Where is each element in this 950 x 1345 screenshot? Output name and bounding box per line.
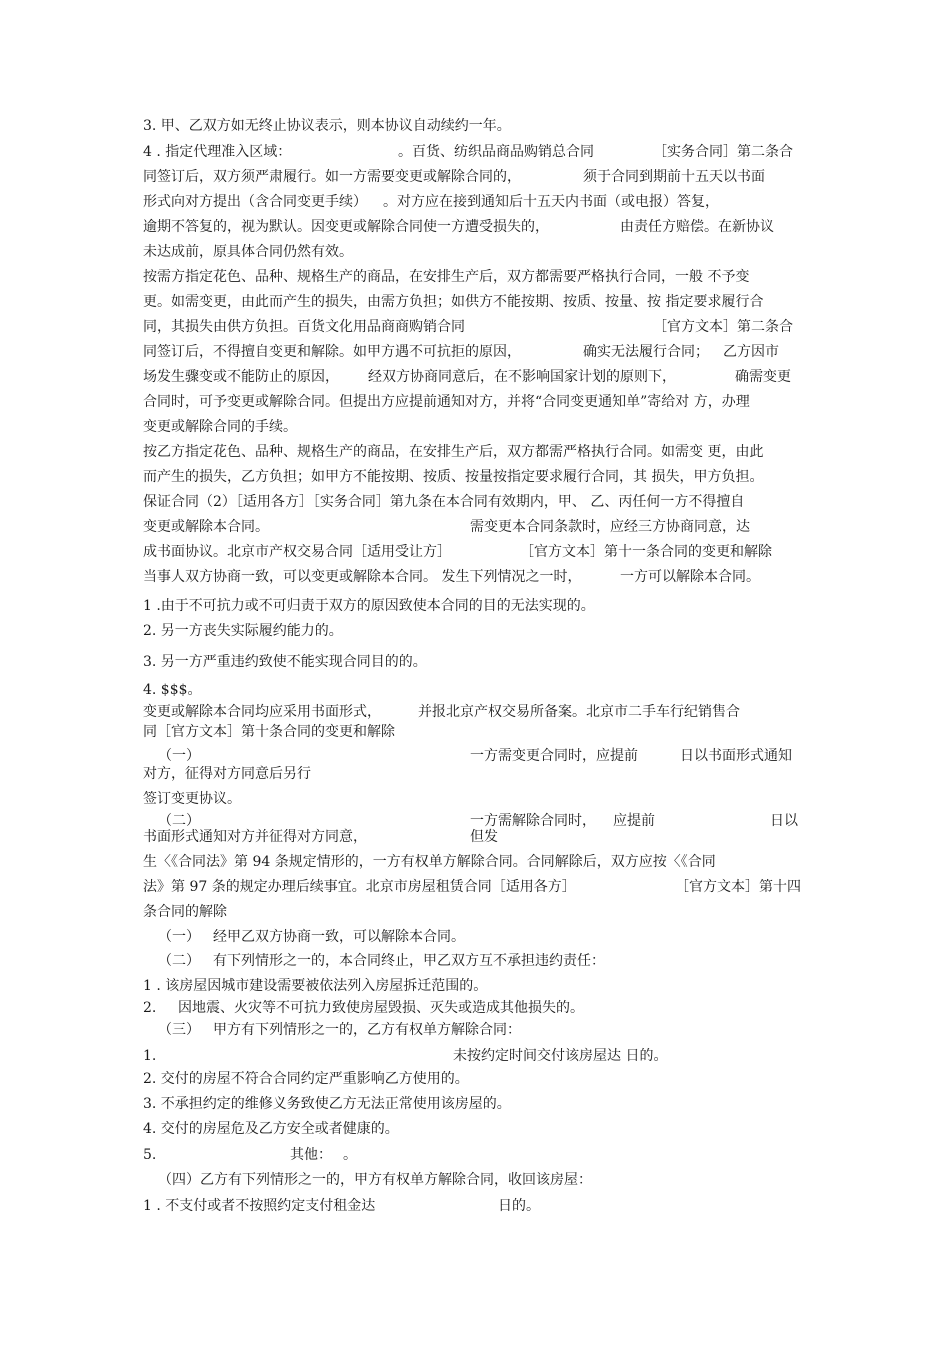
text-segment: 保证合同（2）［适用各方］［实务合同］第九条在本合同有效期内，甲、 乙、丙任何一方不得擅自 (143, 494, 745, 510)
text-line (0, 1094, 950, 1114)
text-segment: 形式向对方提出（含合同变更手续） (143, 194, 367, 210)
text-line (0, 746, 950, 766)
text-segment: 未按约定时间交付该房屋达 日的。 (453, 1048, 668, 1064)
text-line (0, 877, 950, 897)
text-line (0, 680, 950, 700)
text-line (0, 827, 950, 847)
text-segment: 1. (143, 1048, 157, 1064)
text-line (0, 242, 950, 262)
text-line (0, 392, 950, 412)
text-segment: 经甲乙双方协商一致，可以解除本合同。 (213, 929, 465, 945)
text-segment: 3. 另一方严重违约致使不能实现合同目的的。 (143, 654, 427, 670)
text-line (0, 764, 950, 784)
text-line (0, 467, 950, 487)
text-segment: 场发生骤变或不能防止的原因， (143, 369, 339, 385)
text-segment: 确实无法履行合同； (583, 344, 709, 360)
text-segment: （四）乙方有下列情形之一的，甲方有权单方解除合同，收回该房屋： (158, 1172, 592, 1188)
text-segment: 日的。 (498, 1198, 540, 1214)
text-line (0, 1196, 950, 1216)
text-line (0, 596, 950, 616)
text-line (0, 902, 950, 922)
text-line (0, 1145, 950, 1165)
text-line (0, 142, 950, 162)
text-segment: 其他： (290, 1147, 332, 1163)
text-line (0, 567, 950, 587)
text-segment: 3. 不承担约定的维修义务致使乙方无法正常使用该房屋的。 (143, 1096, 511, 1112)
text-segment: 成书面协议。北京市产权交易合同［适用受让方］ (143, 544, 451, 560)
text-segment: 变更或解除本合同。 (143, 519, 269, 535)
text-segment: 逾期不答复的，视为默认。因变更或解除合同使一方遭受损失的， (143, 219, 549, 235)
text-segment: （一） (158, 748, 200, 764)
text-segment: 由责任方赔偿。在新协议 (620, 219, 774, 235)
text-line (0, 951, 950, 971)
text-segment: 未达成前，原具体合同仍然有效。 (143, 244, 353, 260)
text-line (0, 998, 950, 1018)
text-segment: 法》第 97 条的规定办理后续事宜。北京市房屋租赁合同［适用各方］ (143, 879, 576, 895)
text-segment: 条合同的解除 (143, 904, 227, 920)
text-segment: ［官方文本］第十四 (675, 879, 801, 895)
text-segment: （一） (158, 929, 200, 945)
text-segment: 同签订后，不得擅自变更和解除。如甲方遇不可抗拒的原因， (143, 344, 521, 360)
text-segment: ［实务合同］第二条合 (653, 144, 793, 160)
text-line (0, 342, 950, 362)
text-segment: 1 .由于不可抗力或不可归责于双方的原因致使本合同的目的无法实现的。 (143, 598, 595, 614)
text-segment: 。百货、纺织品商品购销总合同 (398, 144, 594, 160)
text-segment: 2. (143, 1000, 157, 1016)
text-segment: 日以 (770, 813, 798, 829)
text-segment: 同签订后，双方须严肃履行。如一方需要变更或解除合同的， (143, 169, 521, 185)
text-line (0, 621, 950, 641)
text-line (0, 1046, 950, 1066)
text-line (0, 442, 950, 462)
text-line (0, 267, 950, 287)
text-line (0, 192, 950, 212)
text-segment: 按需方指定花色、品种、规格生产的商品，在安排生产后，双方都需要严格执行合同，一般 不予变 (143, 269, 750, 285)
text-line (0, 367, 950, 387)
text-segment: 4 . 指定代理准入区域： (143, 144, 292, 160)
text-segment: 并报北京产权交易所备案。北京市二手车行纪销售合 (418, 704, 740, 720)
text-segment: 签订变更协议。 (143, 791, 241, 807)
text-line (0, 927, 950, 947)
text-segment: 1 . 该房屋因城市建设需要被依法列入房屋拆迁范围的。 (143, 978, 488, 994)
text-line (0, 417, 950, 437)
text-line (0, 217, 950, 237)
text-segment: 应提前 (613, 813, 655, 829)
text-segment: 5. (143, 1147, 157, 1163)
text-segment: 2. 交付的房屋不符合合同约定严重影响乙方使用的。 (143, 1071, 469, 1087)
text-segment: 须于合同到期前十五天以书面 (583, 169, 765, 185)
text-line (0, 789, 950, 809)
text-line (0, 722, 950, 742)
text-line (0, 976, 950, 996)
text-segment: ［官方文本］第十一条合同的变更和解除 (520, 544, 772, 560)
text-segment: 确需变更 (735, 369, 791, 385)
text-line (0, 1119, 950, 1139)
text-segment: 3. 甲、乙双方如无终止协议表示，则本协议自动续约一年。 (143, 118, 511, 134)
text-segment: 。 (343, 1147, 357, 1163)
text-line (0, 116, 950, 136)
text-segment: 生〈《合同法》第 94 条规定情形的，一方有权单方解除合同。合同解除后，双方应按〈《合同 (143, 854, 716, 870)
text-segment: 按乙方指定花色、品种、规格生产的商品，在安排生产后，双方都需严格执行合同。如需变 更，由此 (143, 444, 764, 460)
text-line (0, 317, 950, 337)
text-segment: 当事人双方协商一致，可以变更或解除本合同。 发生下列情况之一时， (143, 569, 582, 585)
text-line (0, 492, 950, 512)
text-line (0, 702, 950, 722)
text-line (0, 1020, 950, 1040)
text-line (0, 1170, 950, 1190)
text-segment: 甲方有下列情形之一的，乙方有权单方解除合同： (213, 1022, 521, 1038)
text-segment: 4. 交付的房屋危及乙方安全或者健康的。 (143, 1121, 399, 1137)
text-segment: ［官方文本］第二条合 (653, 319, 793, 335)
text-line (0, 1069, 950, 1089)
text-segment: 更。如需变更，由此而产生的损失，由需方负担；如供方不能按期、按质、按量、按 指定要求履行合 (143, 294, 764, 310)
text-line (0, 292, 950, 312)
text-line (0, 167, 950, 187)
text-segment: 而产生的损失，乙方负担；如甲方不能按期、按质、按量按指定要求履行合同，其 损失，甲方负担。 (143, 469, 764, 485)
text-segment: 一方需变更合同时，应提前 (470, 748, 638, 764)
text-segment: 2. 另一方丧失实际履约能力的。 (143, 623, 343, 639)
text-line (0, 652, 950, 672)
text-segment: 有下列情形之一的，本合同终止，甲乙双方互不承担违约责任： (213, 953, 605, 969)
text-segment: 因地震、火灾等不可抗力致使房屋毁损、灭失或造成其他损失的。 (178, 1000, 584, 1016)
text-line (0, 517, 950, 537)
text-segment: 需变更本合同条款时，应经三方协商同意，达 (470, 519, 750, 535)
text-segment: 1 . 不支付或者不按照约定支付租金达 (143, 1198, 376, 1214)
text-segment: 一方可以解除本合同。 (620, 569, 760, 585)
text-segment: 变更或解除本合同均应采用书面形式， (143, 704, 381, 720)
text-line (0, 852, 950, 872)
text-segment: 合同时，可予变更或解除合同。但提出方应提前通知对方，并将“合同变更通知单”寄给对 方，办理 (143, 394, 750, 410)
text-segment: 4. $$$。 (143, 682, 202, 698)
text-segment: 变更或解除合同的手续。 (143, 419, 297, 435)
text-segment: 经双方协商同意后，在不影响国家计划的原则下， (368, 369, 676, 385)
text-segment: （三） (158, 1022, 200, 1038)
text-segment: 。对方应在接到通知后十五天内书面（或电报）答复， (383, 194, 719, 210)
text-line (0, 542, 950, 562)
text-segment: 书面形式通知对方并征得对方同意， (143, 829, 367, 845)
text-segment: 对方，征得对方同意后另行 (143, 766, 311, 782)
text-segment: 一方需解除合同时， (470, 813, 596, 829)
text-segment: 乙方因市 (723, 344, 779, 360)
text-segment: 同，其损失由供方负担。百货文化用品商商购销合同 (143, 319, 465, 335)
text-segment: 同［官方文本］第十条合同的变更和解除 (143, 724, 395, 740)
text-segment: （二） (158, 953, 200, 969)
text-segment: 但发 (470, 829, 498, 845)
text-segment: （二） (158, 813, 200, 829)
text-segment: 日以书面形式通知 (680, 748, 792, 764)
